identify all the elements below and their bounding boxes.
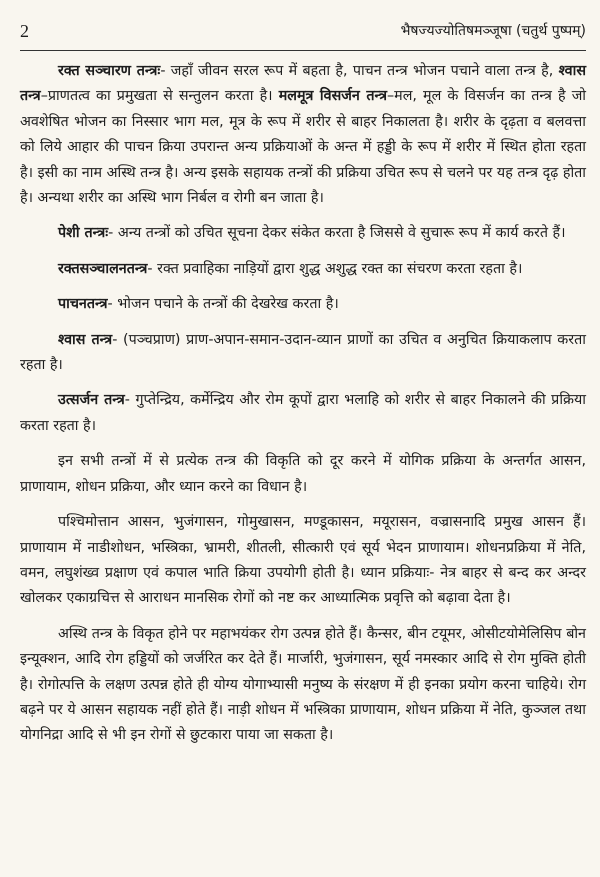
term-heading: पेशी तन्त्रः (58, 225, 109, 242)
term-heading: श्वास तन्त्र (58, 331, 113, 348)
term-heading: उत्सर्जन तन्त्र (58, 392, 125, 409)
paragraph (20, 257, 586, 282)
paragraph-text: - अन्य तन्त्रों को उचित सूचना देकर संकेत करता है जिससे वे सुचारू रूप में कार्य करते हैं। (108, 225, 566, 242)
paragraph (20, 292, 586, 317)
term-heading: रक्तसञ्चालनतन्त्र (58, 260, 148, 277)
paragraph (20, 221, 586, 246)
paragraph (20, 328, 586, 379)
term-heading: रक्त सञ्चारण तन्त्रः (58, 63, 161, 79)
term-heading: श्वास तन्त्र (20, 63, 586, 105)
paragraph-text: - जहाँ जीवन सरल रूप में बहता है, पाचन तन्त्र भोजन पचाने वाला तन्त्र है, (160, 63, 554, 79)
paragraph-text: - (पञ्चप्राण) प्राण-अपान-समान-उदान-व्यान प्राणों का उचित व अनुचित क्रियाकलाप करता रहता है। (20, 331, 586, 374)
term-heading: मलमूत्र विसर्जन तन्त्र (278, 88, 388, 105)
body-text (20, 51, 586, 749)
paragraph: इन सभी तन्त्रों में से प्रत्येक तन्त्र की विकृति को दूर करने में योगिक प्रक्रिया के अन्तर्गत आसन, प्राणायाम, शोधन प्रक्रिया, और ध्यान करने का विधान है। (20, 453, 586, 495)
page-header (20, 0, 586, 51)
paragraph-text: - गुप्तेन्द्रिय, कर्मेन्द्रिय और रोम कूपों द्वारा भलाहि को शरीर से बाहर निकालने की प्रक्रिया करता रहता है। (20, 392, 586, 434)
paragraph-text: –मल, मूल के विसर्जन का तन्त्र है जो अवशेषित भोजन का निस्सार भाग मल, मूत्र के रूप में शरीर से बाहर निकालता है। शरीर के दृढ़ता व बलवत्ता को लिये आहार की पाचन क्रिया उपरान्त अन्य प्रक्रियाओं के अन्त में हड्डी के रूप में शरीर में स्थित होता रहता है। इसी का नाम अस्थि तन्त्र है। अन्य इसके सहायक तन्त्रों की प्रक्रिया उचित रूप से चलने पर यह तन्त्र दृढ़ होता है। अन्यथा शरीर का अस्थि भाग निर्बल व रोगी बन जाता है। (20, 88, 587, 207)
paragraph (20, 59, 586, 211)
page-number: 2 (20, 21, 29, 41)
paragraph-text: - भोजन पचाने के तन्त्रों की देखरेख करता है। (107, 296, 339, 313)
paragraph: पश्चिमोत्तान आसन, भुजंगासन, गोमुखासन, मण्डूकासन, मयूरासन, वज्रासनादि प्रमुख आसन हैं। प्राणायाम में नाडीशोधन, भस्त्रिका, भ्रामरी, शीतली, सीत्कारी एवं सूर्य भेदन प्राणायाम। शोधनप्रक्रिया में नेति, वमन, लघुशंख्व प्रक्षाण एवं कपाल भाति क्रिया उपयोगी होती है। ध्यान प्रक्रियाः- नेत्र बाहर से बन्द कर अन्दर खोलकर एकाग्रचित्त से आराधन मानसिक रोगों को नष्ट कर आध्यात्मिक प्रवृत्ति को बढ़ावा देता है। (20, 514, 586, 607)
term-heading: पाचनतन्त्र (58, 296, 108, 313)
paragraph: अस्थि तन्त्र के विकृत होने पर महाभयंकर रोग उत्पन्न होते हैं। कैन्सर, बीन टयूमर, ओसीटयोमेलिसिप बोन इन्यूक्शन, आदि रोग हड्डियों को जर्जरित कर देते हैं। मार्जारी, भुजंगासन, सूर्य नमस्कार आदि से रोग मुक्ति होती है। रोगोत्पत्ति के लक्षण उत्पन्न होते ही योग्य योगाभ्यासी मनुष्य के संरक्षण में ही इनका प्रयोग करना चाहिये। रोग बढ़ने पर ये आसन सहायक नहीं होते हैं। नाड़ी शोधन में भस्त्रिका प्राणायाम, शोधन प्रक्रिया में नेति, कुञ्जल तथा योगनिद्रा आदि से भी इन रोगों से छुटकारा पाया जा सकता है। (20, 625, 586, 744)
paragraph-text: –प्राणतत्व का प्रमुखता से सन्तुलन करता है। (40, 88, 273, 105)
paragraph (20, 388, 586, 439)
paragraph-text: - रक्त प्रवाहिका नाड़ियों द्वारा शुद्ध अशुद्ध रक्त का संचरण करता रहता है। (147, 260, 523, 277)
running-title: भैषज्यज्योतिषमञ्जूषा (चतुर्थ पुष्पम्) (400, 23, 586, 39)
